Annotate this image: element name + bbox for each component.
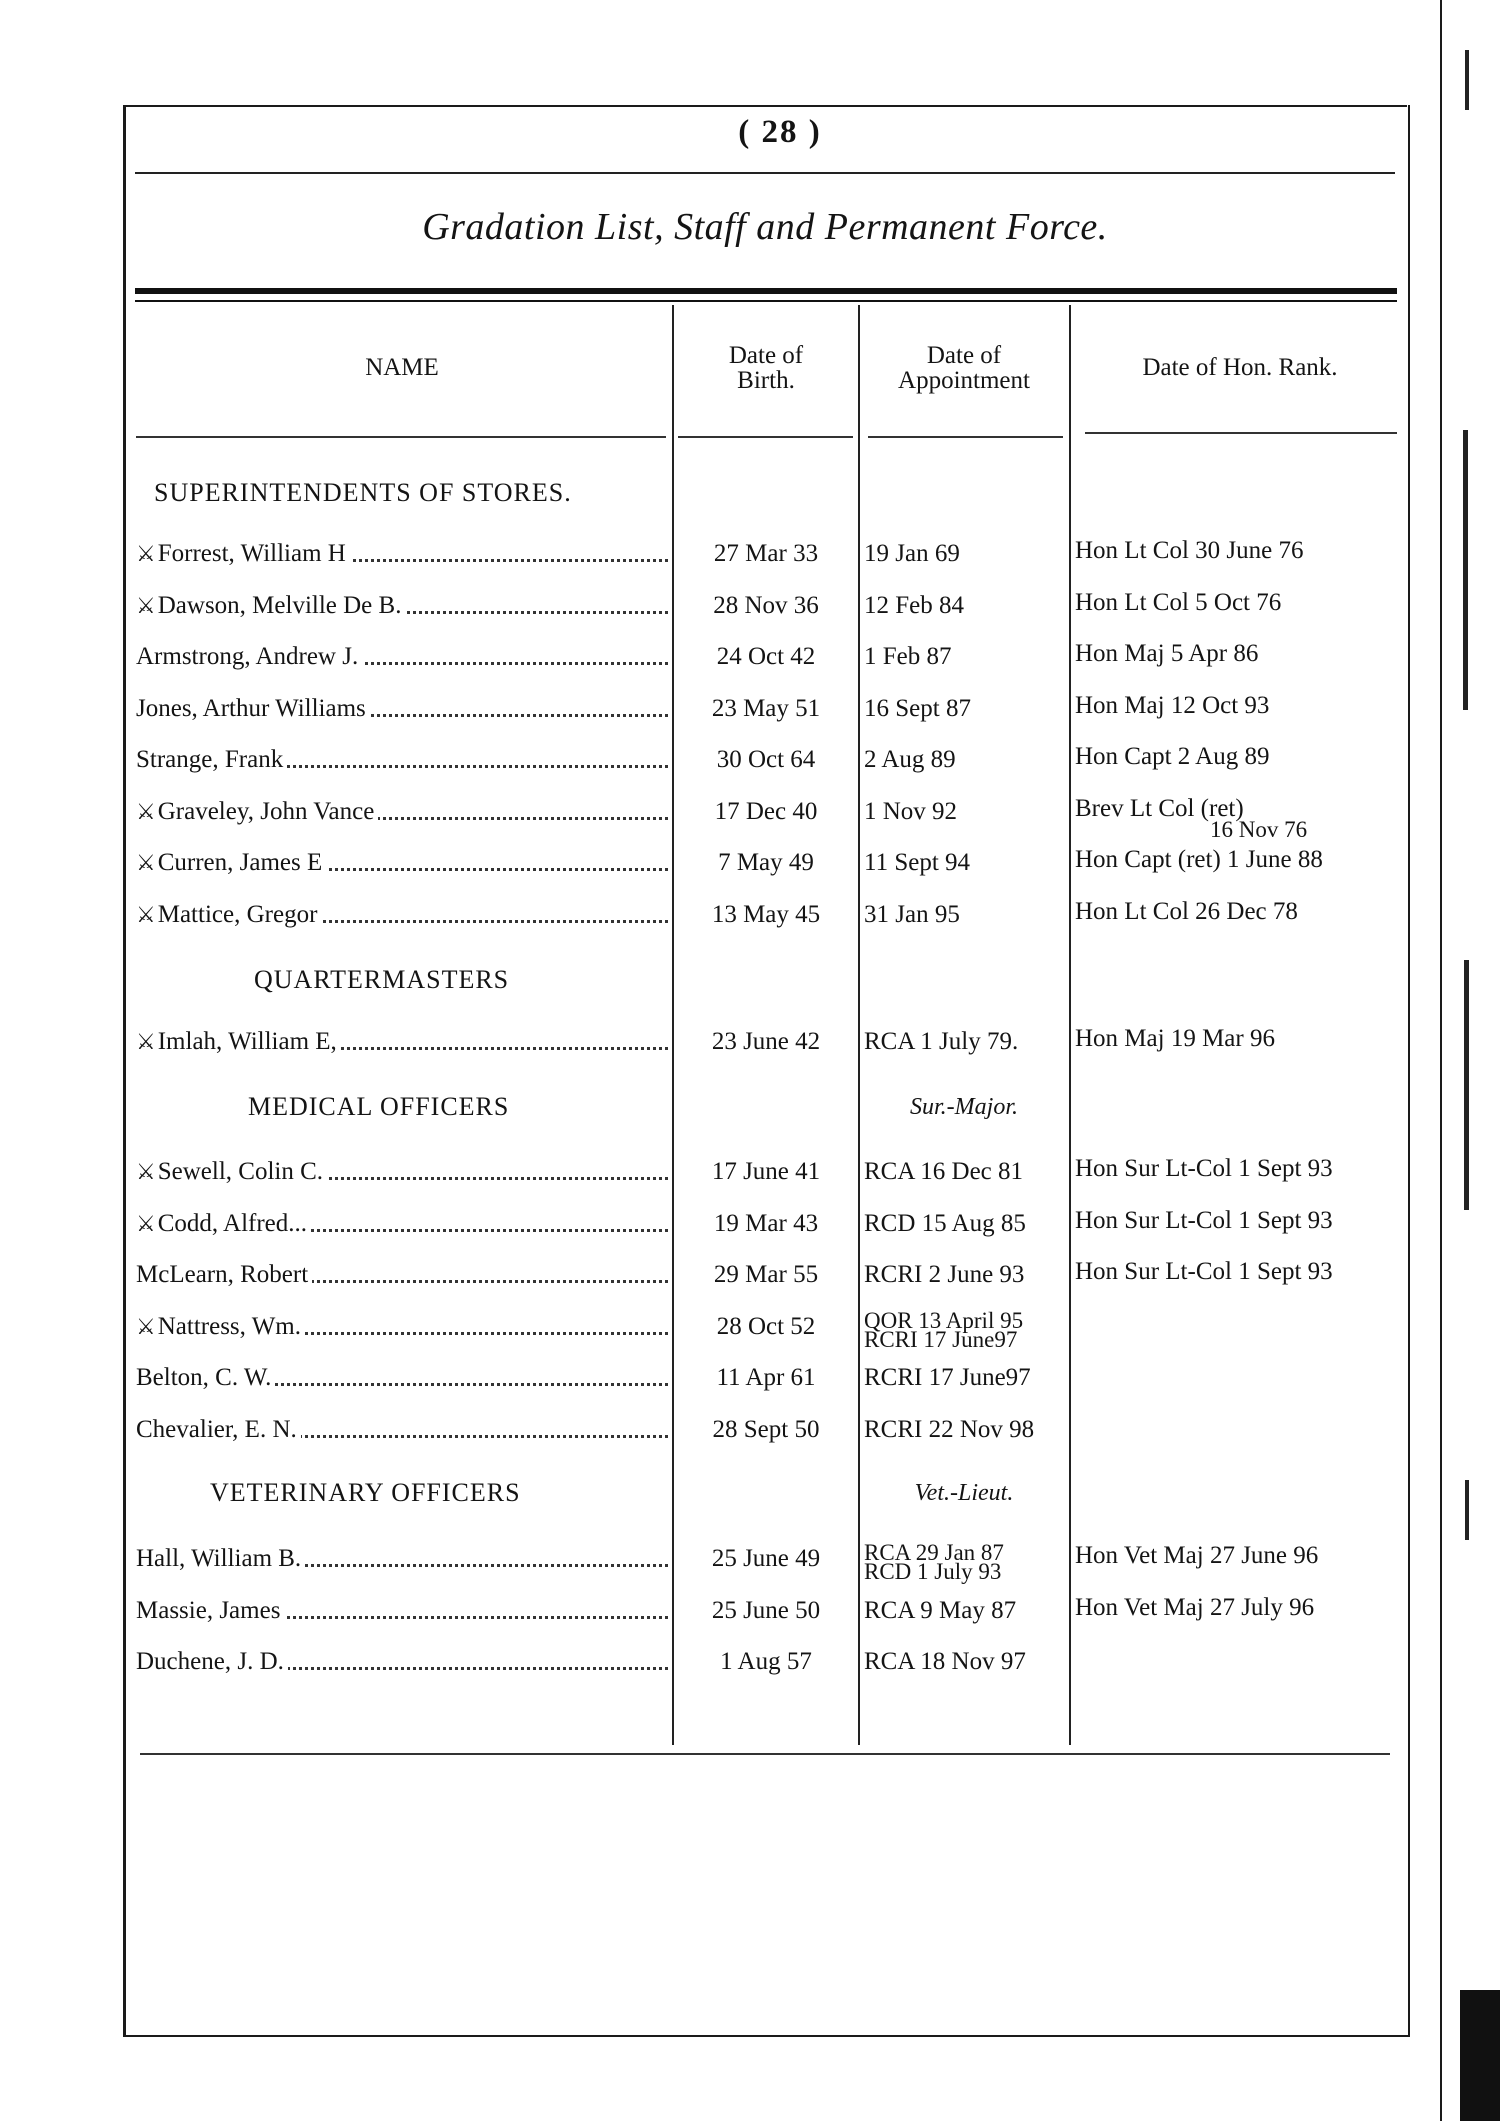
officer-name <box>136 695 668 723</box>
officer-name-text: Hall, William B. <box>136 1545 302 1572</box>
officer-name-wrap <box>136 901 321 928</box>
officer-name-text: Codd, Alfred... <box>157 1210 308 1237</box>
date-of-appointment: RCRI 2 June 93 <box>864 1261 1025 1288</box>
officer-name-text: Massie, James <box>136 1597 281 1624</box>
date-of-hon-rank: Hon Vet Maj 27 June 96 <box>1075 1542 1319 1569</box>
section-quartermasters: QUARTERMASTERS <box>254 965 510 994</box>
date-of-appointment: RCA 9 May 87 <box>864 1597 1017 1624</box>
officer-name <box>136 1545 668 1573</box>
officer-name-wrap <box>136 1261 312 1288</box>
date-of-birth: 7 May 49 <box>718 849 814 876</box>
date-of-appointment: 16 Sept 87 <box>864 695 971 722</box>
officer-name-wrap <box>136 1545 305 1572</box>
officer-name <box>136 1648 668 1676</box>
date-of-birth: 17 June 41 <box>711 1158 821 1185</box>
date-of-appointment: 2 Aug 89 <box>864 746 956 773</box>
date-of-hon-rank: Hon Lt Col 26 Dec 78 <box>1075 898 1298 925</box>
date-of-birth: 30 Oct 64 <box>716 746 816 773</box>
header-underline <box>868 436 1063 438</box>
officer-name-text: Dawson, Melville De B. <box>157 592 402 619</box>
officer-name <box>136 1313 668 1341</box>
date-of-birth: 19 Mar 43 <box>713 1210 819 1237</box>
header-birth <box>676 343 856 393</box>
officer-name <box>136 746 668 774</box>
section-superintendents: SUPERINTENDENTS OF STORES. <box>154 478 572 507</box>
date-of-appointment: RCRI 22 Nov 98 <box>864 1416 1035 1443</box>
edge-mark <box>1465 1480 1469 1540</box>
page-corner-shadow <box>1460 1990 1500 2121</box>
officer-name-wrap <box>136 643 362 670</box>
crossed-swords-icon: ⚔ <box>136 902 156 927</box>
date-of-birth: 23 June 42 <box>711 1028 821 1055</box>
header-appointment <box>864 343 1064 393</box>
header-birth-line1: Date of <box>728 342 804 369</box>
officer-name-wrap <box>136 1158 327 1185</box>
title-thick-rule <box>135 288 1397 294</box>
date-of-appointment: 1 Nov 92 <box>864 798 958 825</box>
officer-name-wrap <box>136 746 287 773</box>
officer-name-text: Strange, Frank <box>136 746 284 773</box>
header-underline <box>678 436 853 438</box>
page-frame-top <box>123 105 1407 107</box>
officer-name-text: Belton, C. W. <box>136 1364 272 1391</box>
header-hon-rank <box>1075 355 1405 380</box>
officer-name <box>136 592 668 620</box>
officer-name-wrap <box>136 1416 301 1443</box>
officer-name-wrap <box>136 1597 284 1624</box>
page-title: Gradation List, Staff and Permanent Force. <box>422 206 1108 248</box>
header-rule <box>135 172 1395 174</box>
date-of-birth: 17 Dec 40 <box>714 798 818 825</box>
crossed-swords-icon: ⚔ <box>136 1211 156 1236</box>
crossed-swords-icon: ⚔ <box>136 799 156 824</box>
officer-name-wrap <box>136 1648 288 1675</box>
date-of-appointment: RCA 1 July 79. <box>864 1028 1019 1055</box>
veterinary-rank-label: Vet.-Lieut. <box>914 1480 1014 1506</box>
edge-mark <box>1463 430 1468 710</box>
date-of-appointment: 19 Jan 69 <box>864 540 960 567</box>
crossed-swords-icon: ⚔ <box>136 541 156 566</box>
edge-mark <box>1464 960 1469 1210</box>
date-of-hon-rank: Hon Lt Col 5 Oct 76 <box>1075 589 1282 616</box>
officer-name-wrap <box>136 592 405 619</box>
date-of-hon-rank: Hon Capt (ret) 1 June 88 <box>1075 846 1323 873</box>
page-frame <box>123 105 1410 2037</box>
officer-name-wrap <box>136 798 378 825</box>
officer-name-wrap <box>136 849 326 876</box>
officer-name <box>136 540 668 568</box>
officer-name-wrap <box>136 540 350 567</box>
date-of-birth: 29 Mar 55 <box>713 1261 819 1288</box>
officer-name-text: Imlah, William E, <box>157 1028 337 1055</box>
officer-name <box>136 798 668 826</box>
date-of-hon-rank: Hon Maj 12 Oct 93 <box>1075 692 1270 719</box>
date-of-birth: 1 Aug 57 <box>720 1648 812 1675</box>
officer-name-wrap <box>136 1210 311 1237</box>
medical-rank-label: Sur.-Major. <box>909 1094 1018 1120</box>
crossed-swords-icon: ⚔ <box>136 850 156 875</box>
officer-name-text: Nattress, Wm. <box>157 1313 301 1340</box>
officer-name-text: Sewell, Colin C. <box>157 1158 324 1185</box>
officer-name-text: McLearn, Robert <box>136 1261 309 1288</box>
header-name-label: NAME <box>365 354 439 381</box>
officer-name <box>136 1210 668 1238</box>
edge-mark <box>1465 50 1469 110</box>
officer-name <box>136 1158 668 1186</box>
date-of-appointment-secondary: RCD 1 July 93 <box>864 1559 1002 1584</box>
date-of-hon-rank: Hon Sur Lt-Col 1 Sept 93 <box>1075 1207 1333 1234</box>
date-of-appointment: RCA 29 Jan 87 <box>864 1540 1004 1565</box>
date-of-birth: 25 June 50 <box>711 1597 821 1624</box>
title-thin-rule <box>135 300 1397 302</box>
officer-name-text: Chevalier, E. N. <box>136 1416 297 1443</box>
date-of-birth: 28 Nov 36 <box>713 592 819 619</box>
date-of-hon-rank: Brev Lt Col (ret) <box>1075 795 1244 822</box>
officer-name <box>136 1416 668 1444</box>
page-number: ( 28 ) <box>738 114 822 150</box>
officer-name <box>136 1364 668 1392</box>
officer-name <box>136 1597 668 1625</box>
column-divider <box>672 305 674 1745</box>
date-of-hon-rank: Hon Maj 5 Apr 86 <box>1075 640 1259 667</box>
section-medical: MEDICAL OFFICERS <box>248 1092 510 1121</box>
date-of-appointment: 1 Feb 87 <box>864 643 952 670</box>
section-veterinary: VETERINARY OFFICERS <box>210 1478 521 1507</box>
date-of-hon-rank: Hon Maj 19 Mar 96 <box>1075 1025 1275 1052</box>
header-underline <box>136 436 666 438</box>
officer-name-wrap <box>136 1313 305 1340</box>
crossed-swords-icon: ⚔ <box>136 593 156 618</box>
date-of-appointment: 12 Feb 84 <box>864 592 964 619</box>
date-of-appointment-secondary: RCRI 17 June97 <box>864 1327 1018 1352</box>
date-of-appointment: RCA 16 Dec 81 <box>864 1158 1024 1185</box>
column-divider <box>1069 305 1071 1745</box>
officer-name <box>136 1261 668 1289</box>
date-of-appointment: RCRI 17 June97 <box>864 1364 1031 1391</box>
date-of-birth: 13 May 45 <box>711 901 821 928</box>
book-edge <box>1440 0 1500 2121</box>
date-of-birth: 24 Oct 42 <box>716 643 816 670</box>
officer-name <box>136 849 668 877</box>
date-of-hon-rank: Hon Capt 2 Aug 89 <box>1075 743 1270 770</box>
date-of-appointment: QOR 13 April 95 <box>864 1308 1024 1333</box>
officer-name-text: Curren, James E <box>157 849 323 876</box>
date-of-hon-rank-secondary: 16 Nov 76 <box>1210 817 1308 842</box>
date-of-hon-rank: Hon Sur Lt-Col 1 Sept 93 <box>1075 1155 1333 1182</box>
officer-name-text: Graveley, John Vance <box>157 798 375 825</box>
date-of-appointment: 31 Jan 95 <box>864 901 960 928</box>
crossed-swords-icon: ⚔ <box>136 1029 156 1054</box>
header-appt-line1: Date of <box>926 342 1002 369</box>
officer-name-text: Forrest, William H <box>157 540 346 567</box>
officer-name-text: Duchene, J. D. <box>136 1648 284 1675</box>
header-appt-line2: Appointment <box>898 367 1030 394</box>
header-name <box>136 355 668 380</box>
date-of-hon-rank: Hon Sur Lt-Col 1 Sept 93 <box>1075 1258 1333 1285</box>
date-of-birth: 27 Mar 33 <box>713 540 819 567</box>
officer-name <box>136 643 668 671</box>
date-of-appointment: RCD 15 Aug 85 <box>864 1210 1026 1237</box>
officer-name <box>136 1028 668 1056</box>
header-underline <box>1085 432 1397 434</box>
date-of-birth: 28 Oct 52 <box>716 1313 816 1340</box>
date-of-birth: 11 Apr 61 <box>716 1364 816 1391</box>
officer-name <box>136 901 668 929</box>
officer-name-wrap <box>136 1028 341 1055</box>
date-of-birth: 23 May 51 <box>711 695 821 722</box>
crossed-swords-icon: ⚔ <box>136 1159 156 1184</box>
date-of-appointment: 11 Sept 94 <box>864 849 971 876</box>
officer-name-wrap <box>136 695 370 722</box>
officer-name-text: Armstrong, Andrew J. <box>136 643 359 670</box>
bottom-rule <box>140 1753 1390 1755</box>
date-of-hon-rank: Hon Vet Maj 27 July 96 <box>1075 1594 1315 1621</box>
date-of-birth: 28 Sept 50 <box>712 1416 820 1443</box>
date-of-appointment: RCA 18 Nov 97 <box>864 1648 1026 1675</box>
officer-name-wrap <box>136 1364 275 1391</box>
header-hon-label: Date of Hon. Rank. <box>1142 354 1338 381</box>
header-birth-line2: Birth. <box>737 367 795 394</box>
officer-name-text: Mattice, Gregor <box>157 901 318 928</box>
date-of-hon-rank: Hon Lt Col 30 June 76 <box>1075 537 1304 564</box>
date-of-birth: 25 June 49 <box>711 1545 821 1572</box>
crossed-swords-icon: ⚔ <box>136 1314 156 1339</box>
column-divider <box>858 305 860 1745</box>
officer-name-text: Jones, Arthur Williams <box>136 695 366 722</box>
